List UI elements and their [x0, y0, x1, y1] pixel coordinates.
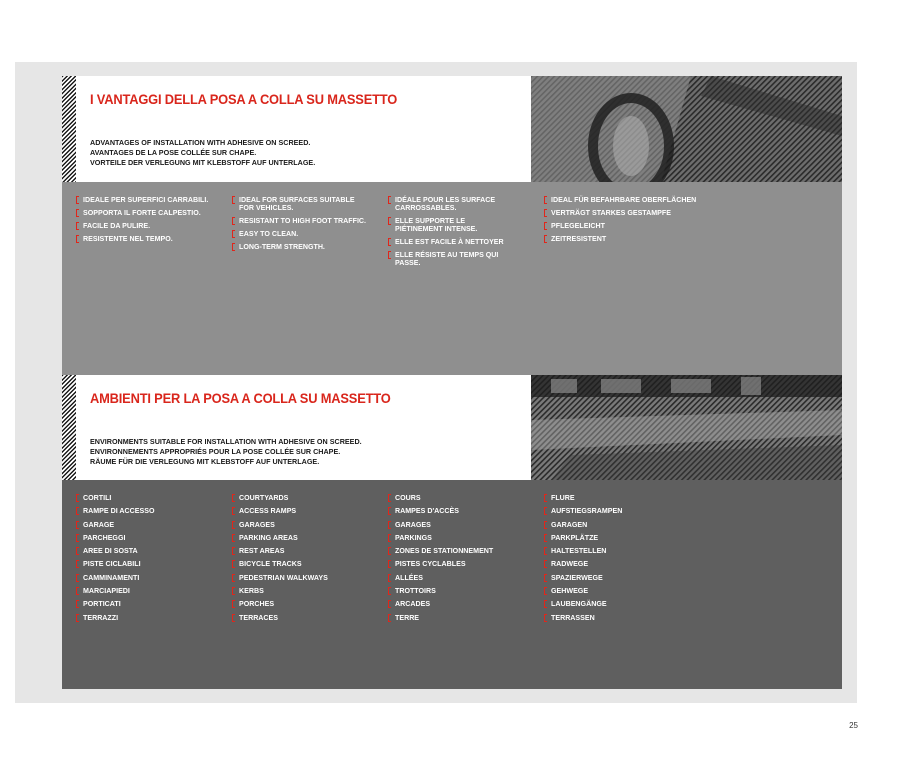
list-item: COURTYARDS [232, 494, 372, 502]
list-item: FACILE DA PULIRE. [76, 222, 216, 230]
list-item: ELLE SUPPORTE LE PIÉTINEMENT INTENSE. [388, 217, 513, 233]
list-item: TERRACES [232, 614, 372, 622]
list-item: ZONES DE STATIONNEMENT [388, 547, 528, 555]
list-item: MARCIAPIEDI [76, 587, 216, 595]
list-item: ELLE EST FACILE À NETTOYER [388, 238, 513, 246]
list-item: ZEITRESISTENT [544, 235, 704, 243]
section1-col-de [544, 196, 704, 243]
list-item: BICYCLE TRACKS [232, 560, 372, 568]
list-item: FLURE [544, 494, 684, 502]
list-item: PISTE CICLABILI [76, 560, 216, 568]
list-item: PARKPLÄTZE [544, 534, 684, 542]
list-item: LAUBENGÄNGE [544, 600, 684, 608]
list-item: KERBS [232, 587, 372, 595]
list-item: GARAGE [76, 521, 216, 529]
list-item: RESISTANT TO HIGH FOOT TRAFFIC. [232, 217, 367, 225]
list-item: SPAZIERWEGE [544, 574, 684, 582]
hatch-strip [62, 375, 76, 480]
list-item: REST AREAS [232, 547, 372, 555]
list-item: COURS [388, 494, 528, 502]
section2-photo [531, 375, 842, 480]
list-item: PORTICATI [76, 600, 216, 608]
list-item: GARAGEN [544, 521, 684, 529]
list-item: GARAGES [388, 521, 528, 529]
list-item: ARCADES [388, 600, 528, 608]
list-item: PISTES CYCLABLES [388, 560, 528, 568]
list-item: TERRE [388, 614, 528, 622]
list-item: ALLÉES [388, 574, 528, 582]
list-item: IDEALE PER SUPERFICI CARRABILI. [76, 196, 216, 204]
section1-col-fr [388, 196, 513, 267]
list-item: EASY TO CLEAN. [232, 230, 367, 238]
list-item: CAMMINAMENTI [76, 574, 216, 582]
list-item: PARKING AREAS [232, 534, 372, 542]
list-item: PARKINGS [388, 534, 528, 542]
list-item: GARAGES [232, 521, 372, 529]
section1-col-it [76, 196, 216, 243]
section2-col-en [232, 494, 372, 622]
list-item: RAMPE DI ACCESSO [76, 507, 216, 515]
list-item: PORCHES [232, 600, 372, 608]
list-item: ELLE RÉSISTE AU TEMPS QUI PASSE. [388, 251, 513, 267]
list-item: PFLEGELEICHT [544, 222, 704, 230]
list-item: PARCHEGGI [76, 534, 216, 542]
list-item: IDÉALE POUR LES SURFACE CARROSSABLES. [388, 196, 513, 212]
list-item: IDEAL FÜR BEFAHRBARE OBERFLÄCHEN [544, 196, 704, 204]
hatch-strip [62, 76, 76, 182]
section1-photo [531, 76, 842, 182]
list-item: SOPPORTA IL FORTE CALPESTIO. [76, 209, 216, 217]
list-item: RESISTENTE NEL TEMPO. [76, 235, 216, 243]
section2-col-de [544, 494, 684, 622]
list-item: RAMPES D'ACCÈS [388, 507, 528, 515]
section2-title: AMBIENTI PER LA POSA A COLLA SU MASSETTO [90, 390, 391, 406]
list-item: TERRASSEN [544, 614, 684, 622]
section1-subtitle: ADVANTAGES OF INSTALLATION WITH ADHESIVE ON SCREED. AVANTAGES DE LA POSE COLLÉE SUR CHAPE. VORTEILE DER VERLEGUNG MIT KLEBSTOFF AUF UNTERLAGE. [90, 138, 316, 167]
section1-title: I VANTAGGI DELLA POSA A COLLA SU MASSETTO [90, 91, 398, 107]
section2-col-fr [388, 494, 528, 622]
list-item: LONG-TERM STRENGTH. [232, 243, 367, 251]
list-item: VERTRÄGT STARKES GESTAMPFE [544, 209, 704, 217]
page-number: 25 [849, 721, 858, 730]
list-item: GEHWEGE [544, 587, 684, 595]
section1-col-en [232, 196, 367, 251]
list-item: ACCESS RAMPS [232, 507, 372, 515]
list-item: PEDESTRIAN WALKWAYS [232, 574, 372, 582]
section2-subtitle: ENVIRONMENTS SUITABLE FOR INSTALLATION WITH ADHESIVE ON SCREED. ENVIRONNEMENTS APPROPRIÉS POUR LA POSE COLLÉE SUR CHAPE. RÄUME FÜR DIE VERLEGUNG MIT KLEBSTOFF AUF UNTERLAGE. [90, 437, 362, 466]
list-item: HALTESTELLEN [544, 547, 684, 555]
section2-col-it [76, 494, 216, 622]
list-item: CORTILI [76, 494, 216, 502]
list-item: IDEAL FOR SURFACES SUITABLE FOR VEHICLES. [232, 196, 367, 212]
list-item: AUFSTIEGSRAMPEN [544, 507, 684, 515]
list-item: AREE DI SOSTA [76, 547, 216, 555]
list-item: TERRAZZI [76, 614, 216, 622]
list-item: TROTTOIRS [388, 587, 528, 595]
list-item: RADWEGE [544, 560, 684, 568]
